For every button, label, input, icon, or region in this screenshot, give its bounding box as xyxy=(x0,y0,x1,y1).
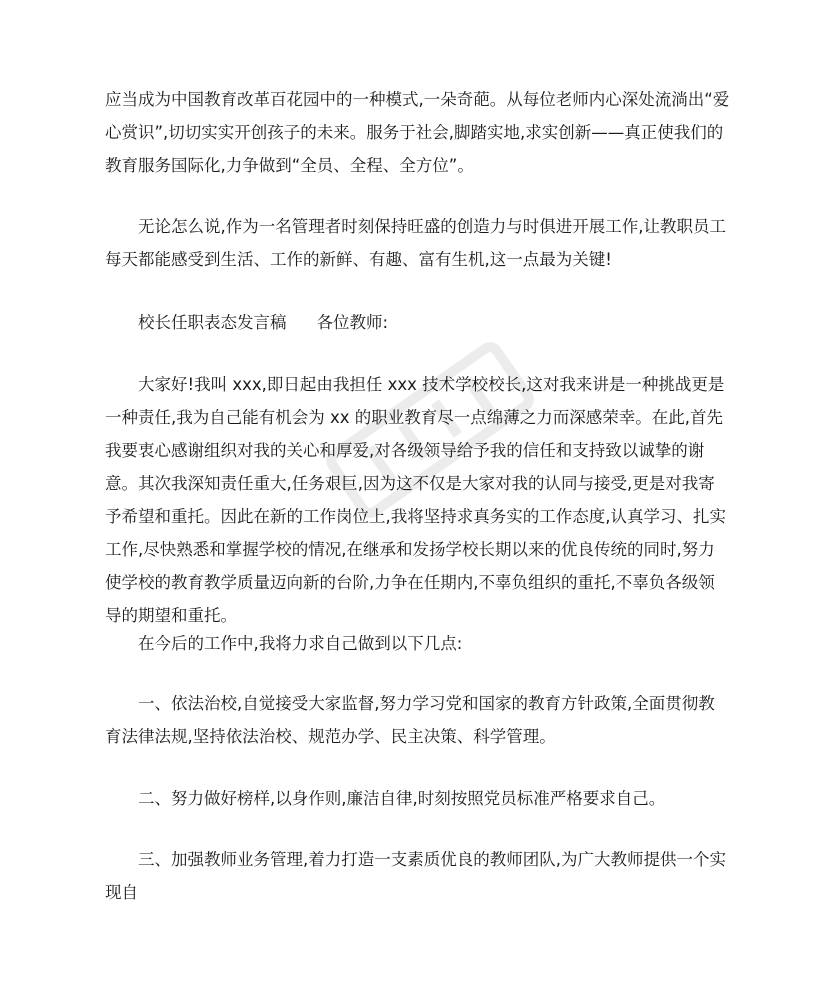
section-title: 校长任职表态发言稿 xyxy=(138,313,287,332)
paragraph-5: 一、依法治校,自觉接受大家监督,努力学习党和国家的教育方针政策,全面贯彻教育法律法规,坚持依法治校、规范办学、民主决策、科学管理。 xyxy=(105,694,715,746)
salutation: 各位教师: xyxy=(316,313,389,332)
paragraph-7: 三、加强教师业务管理,着力打造一支素质优良的教师团队,为广大教师提供一个实现自 xyxy=(105,850,726,902)
paragraph-3: 大家好!我叫 xxx,即日起由我担任 xxx 技术学校校长,这对我来讲是一种挑战更是一种责任,我为自己能有机会为 xx 的职业教育尽一点绵薄之力而深感荣幸。在此,首先我要衷心感谢组织对我的关心和厚爱,对各级领导给予我的信任和支持致以诚挚的谢意。其次我深知责任重大,任务艰巨,因为这不仅是大家对我的认同与接受,更是对我寄予希望和重托。因此在新的工作岗位上,我将坚持求真务实的工作态度,认真学习、扎实工作,尽快熟悉和掌握学校的情况,在继承和发扬学校长期以来的优良传统的同时,努力使学校的教育教学质量迈向新的台阶,力争在任期内,不辜负组织的重托,不辜负各级领导的期望和重托。 xyxy=(105,375,726,625)
paragraph-6: 二、努力做好榜样,以身作则,廉洁自律,时刻按照党员标准严格要求自己。 xyxy=(138,789,666,808)
paragraph-2: 无论怎么说,作为一名管理者时刻保持旺盛的创造力与时俱进开展工作,让教职员工每天都能感受到生活、工作的新鲜、有趣、富有生机,这一点最为关键! xyxy=(105,217,726,269)
section-heading xyxy=(105,306,730,339)
paragraph-4: 在今后的工作中,我将力求自己做到以下几点: xyxy=(138,634,463,653)
paragraph-1: 应当成为中国教育改革百花园中的一种模式,一朵奇葩。从每位老师内心深处流淌出“爱心赏识”,切切实实开创孩子的未来。服务于社会,脚踏实地,求实创新——真正使我们的教育服务国际化,力争做到“全员、全程、全方位”。 xyxy=(105,90,730,175)
